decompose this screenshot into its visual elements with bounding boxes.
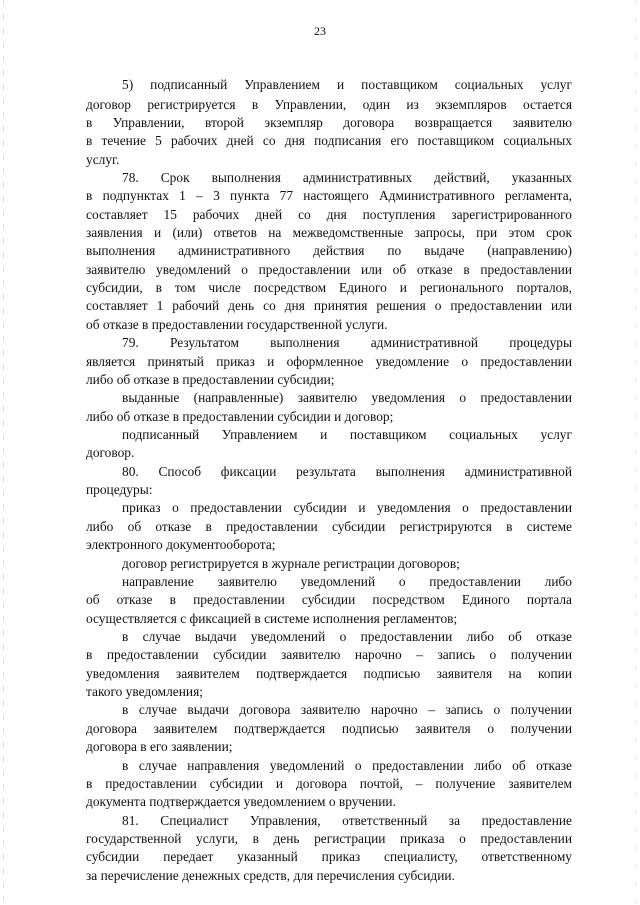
text-line: процедуры:: [86, 482, 153, 497]
text-line: в Управлении, второй экземпляр договора возвращается заявителю: [86, 115, 572, 130]
text-line: за перечисление денежных средств, для перечисления субсидии.: [86, 868, 455, 883]
text-line: в подпунктах 1 – 3 пункта 77 настоящего Административного регламента,: [86, 188, 572, 203]
text-line: уведомления заявителем подтверждается подписью заявителя на копии: [86, 666, 572, 681]
text-line: направление заявителю уведомлений о предоставлении либо: [122, 574, 572, 589]
text-line: в течение 5 рабочих дней со дня подписания его поставщиком социальных: [86, 133, 572, 148]
text-line: договор регистрируется в журнале регистрации договоров;: [122, 556, 460, 571]
text-line: договор.: [86, 445, 135, 460]
text-line: выданные (направленные) заявителю уведомления о предоставлении: [122, 390, 572, 405]
text-line: составляет 1 рабочий день со дня принятия решения о предоставлении или: [86, 298, 572, 313]
text-line: в случае выдачи уведомлений о предоставлении либо об отказе: [122, 629, 572, 644]
text-line: 78. Срок выполнения административных действий, указанных: [122, 170, 572, 185]
text-line: договора в его заявлении;: [86, 739, 233, 754]
text-line: такого уведомления;: [86, 684, 203, 699]
text-line: осуществляется с фиксацией в системе исполнения регламентов;: [86, 611, 458, 626]
text-line: 79. Результатом выполнения административной процедуры: [122, 335, 572, 350]
text-line: электронного документооборота;: [86, 537, 276, 552]
text-line: в случае направления уведомлений о предоставлении либо об отказе: [122, 758, 572, 773]
text-line: 80. Способ фиксации результата выполнения административной: [122, 464, 572, 479]
text-line: выполнения административного действия по выдаче (направлению): [86, 243, 572, 258]
text-line: услуг.: [86, 152, 120, 167]
text-line: либо об отказе в предоставлении субсидии и договор;: [86, 409, 394, 424]
text-line: субсидии передает указанный приказ специалисту, ответственному: [86, 849, 572, 864]
text-line: является принятый приказ и оформленное уведомление о предоставлении: [86, 354, 572, 369]
page-number: 23: [314, 24, 326, 38]
text-line: государственной услуги, в день регистрации приказа о предоставлении: [86, 831, 572, 846]
text-line: составляет 15 рабочих дней со дня поступления зарегистрированного: [86, 207, 572, 222]
text-line: либо об отказе в предоставлении субсидии;: [86, 372, 335, 387]
text-line: договор регистрируется в Управлении, один из экземпляров остается: [86, 97, 572, 112]
text-line: в случае выдачи договора заявителю нарочно – запись о получении: [122, 702, 572, 717]
scan-edge-right: [635, 0, 636, 905]
text-line: договора заявителем подтверждается подписью заявителя о получении: [86, 721, 572, 736]
text-line: либо об отказе в предоставлении субсидии регистрируются в системе: [86, 519, 572, 534]
text-line: 5) подписанный Управлением и поставщиком социальных услуг: [122, 77, 572, 92]
text-line: заявителю уведомлений о предоставлении или об отказе в предоставлении: [86, 262, 572, 277]
text-line: об отказе в предоставлении субсидии посредством Единого портала: [86, 592, 572, 607]
text-line: субсидии, в том числе посредством Единого и регионального порталов,: [86, 280, 572, 295]
text-line: приказ о предоставлении субсидии и уведомления о предоставлении: [122, 500, 572, 515]
text-line: подписанный Управлением и поставщиком социальных услуг: [122, 427, 572, 442]
text-line: в предоставлении субсидии заявителю нарочно – запись о получении: [86, 647, 572, 662]
text-line: в предоставлении субсидии и договора почтой, – получение заявителем: [86, 776, 572, 791]
text-line: 81. Специалист Управления, ответственный за предоставление: [122, 813, 572, 828]
text-line: об отказе в предоставлении государственной услуги.: [86, 317, 388, 332]
scan-edge-left: [3, 0, 4, 905]
text-line: заявления и (или) ответов на межведомственные запросы, при этом срок: [86, 225, 572, 240]
text-line: документа подтверждается уведомлением о вручении.: [86, 794, 396, 809]
